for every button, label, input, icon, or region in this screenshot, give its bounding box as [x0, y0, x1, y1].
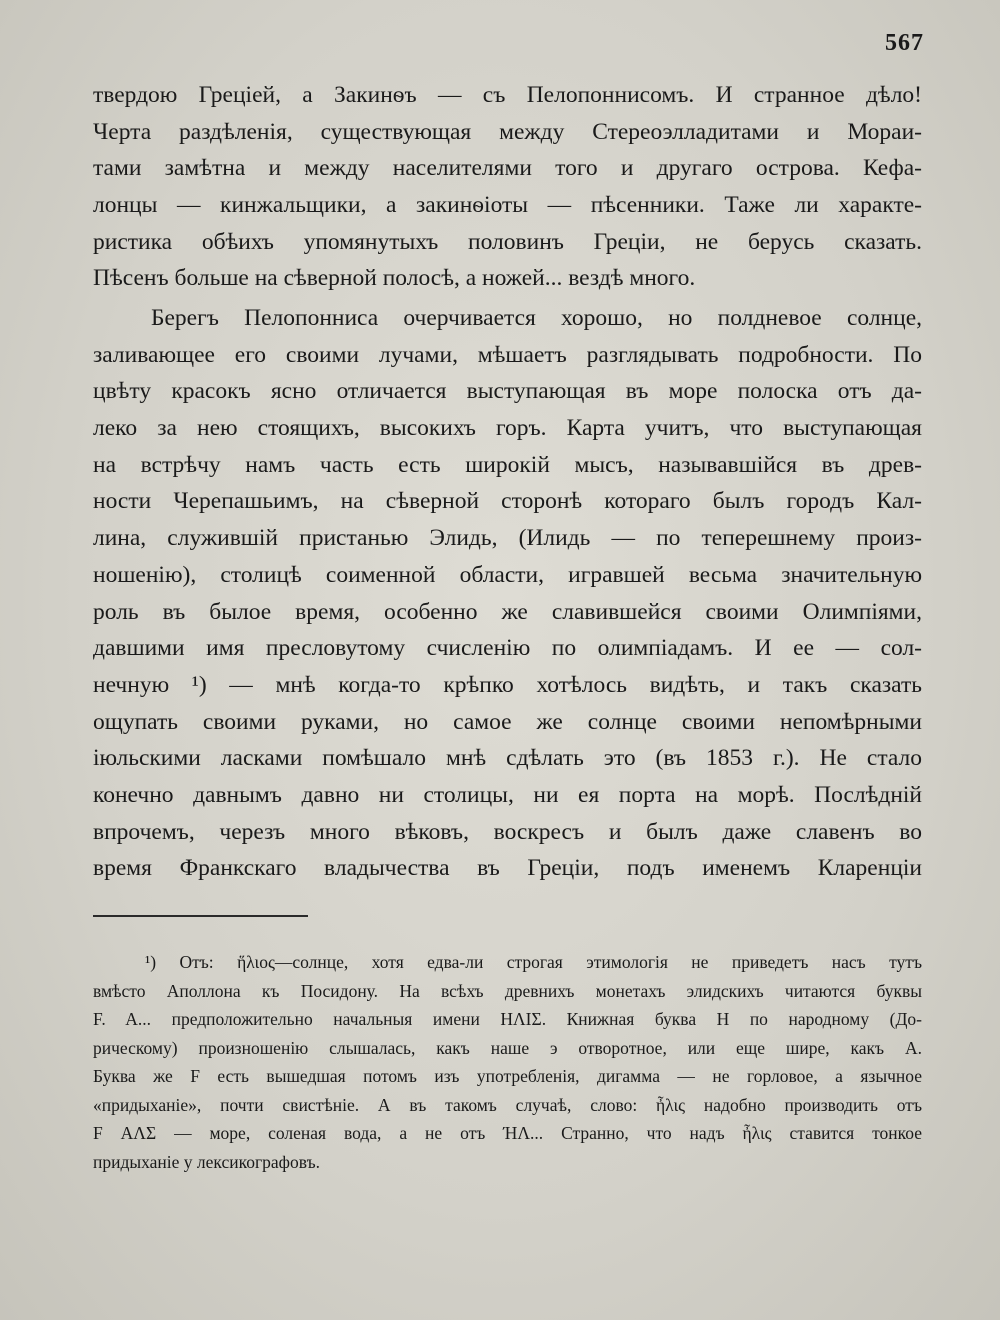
text-line: Пѣсенъ больше на сѣверной полосѣ, а ножей... вездѣ много.	[93, 265, 696, 292]
text-line: іюльскими ласками помѣшало мнѣ сдѣлать это (въ 1853 г.). Не стало	[93, 745, 922, 772]
text-line: Берегъ Пелопонниса очерчивается хорошо, но полдневое солнце,	[151, 305, 922, 331]
footnote-line: придыханіе у лексикографовъ.	[93, 1151, 321, 1172]
footnote-line: F ΑΛΣ — море, соленая вода, а не отъ ΉΛ... Странно, что надъ ἦλις ставится тонкое	[93, 1123, 922, 1143]
text-line: конечно давнымъ давно ни столицы, ни ея порта на морѣ. Послѣдній	[93, 781, 922, 808]
text-line: цвѣту красокъ ясно отличается выступающая въ море полоска отъ да-	[93, 378, 922, 405]
text-line: тами замѣтна и между населителями того и другаго острова. Кефа-	[93, 155, 922, 182]
footnote-line: вмѣсто Аполлона къ Посидону. На всѣхъ древнихъ монетахъ элидскихъ читаются буквы	[93, 980, 922, 1001]
text-line: твердою Греціей, а Закинѳъ — съ Пелопоннисомъ. И странное дѣло!	[93, 82, 922, 108]
text-line: ристика обѣихъ упомянутыхъ половинъ Греціи, не берусь сказать.	[93, 228, 922, 255]
text-line: лонцы — кинжальщики, а закинѳіоты — пѣсенники. Таже ли характе-	[93, 192, 922, 219]
text-line: давшими имя пресловутому счисленію по олимпіадамъ. И ее — сол-	[93, 635, 922, 662]
text-line: лина, служившій пристанью Элидь, (Илидь — по теперешнему произ-	[93, 525, 922, 552]
text-line: роль въ былое время, особенно же славившейся своими Олимпіями,	[93, 598, 922, 625]
text-line: на встрѣчу намъ часть есть широкій мысъ, называвшійся въ древ-	[93, 451, 922, 478]
footnote-line: рическому) произношенію слышалась, какъ наше э отворотное, или еще шире, какъ А.	[93, 1037, 922, 1058]
page-number: 567	[885, 30, 924, 56]
footnote-line: «придыханіе», почти свистѣніе. А въ такомъ случаѣ, слово: ἦλις надобно производить отъ	[93, 1094, 922, 1115]
text-line: нечную ¹) — мнѣ когда-то крѣпко хотѣлось видѣть, и такъ сказать	[93, 671, 922, 698]
text-line: ощупать своими руками, но самое же солнце своими непомѣрными	[93, 708, 922, 735]
paragraph-2	[93, 300, 922, 887]
text-line: впрочемъ, черезъ много вѣковъ, воскресъ и былъ даже славенъ во	[93, 818, 922, 845]
text-line: ношенію), столицѣ соименной области, игравшей весьма значительную	[93, 561, 922, 588]
text-line: время Франкскаго владычества въ Греціи, подъ именемъ Кларенціи	[93, 855, 922, 882]
footnote-line: Буква же F есть вышедшая потомъ изъ употребленія, дигамма — не горловое, а язычное	[93, 1066, 922, 1086]
footnote	[93, 948, 922, 1176]
footnote-divider	[93, 915, 308, 917]
footnote-line: ¹) Отъ: ἥλιος—солнце, хотя едва-ли строгая этимологія не приведетъ насъ тутъ	[145, 952, 922, 972]
text-line: леко за нею стоящихъ, высокихъ горъ. Карта учитъ, что выступающая	[93, 415, 922, 442]
text-line: заливающее его своими лучами, мѣшаетъ разглядывать подробности. По	[93, 341, 922, 368]
footnote-line: F. A... предположительно начальныя имени ΗΛΙΣ. Книжная буква Н по народному (До-	[93, 1009, 922, 1029]
paragraph-1	[93, 77, 922, 297]
text-line: ности Черепашьимъ, на сѣверной сторонѣ котораго былъ городъ Кал-	[93, 488, 922, 515]
text-line: Черта раздѣленія, существующая между Стереоэлладитами и Мораи-	[93, 118, 922, 145]
